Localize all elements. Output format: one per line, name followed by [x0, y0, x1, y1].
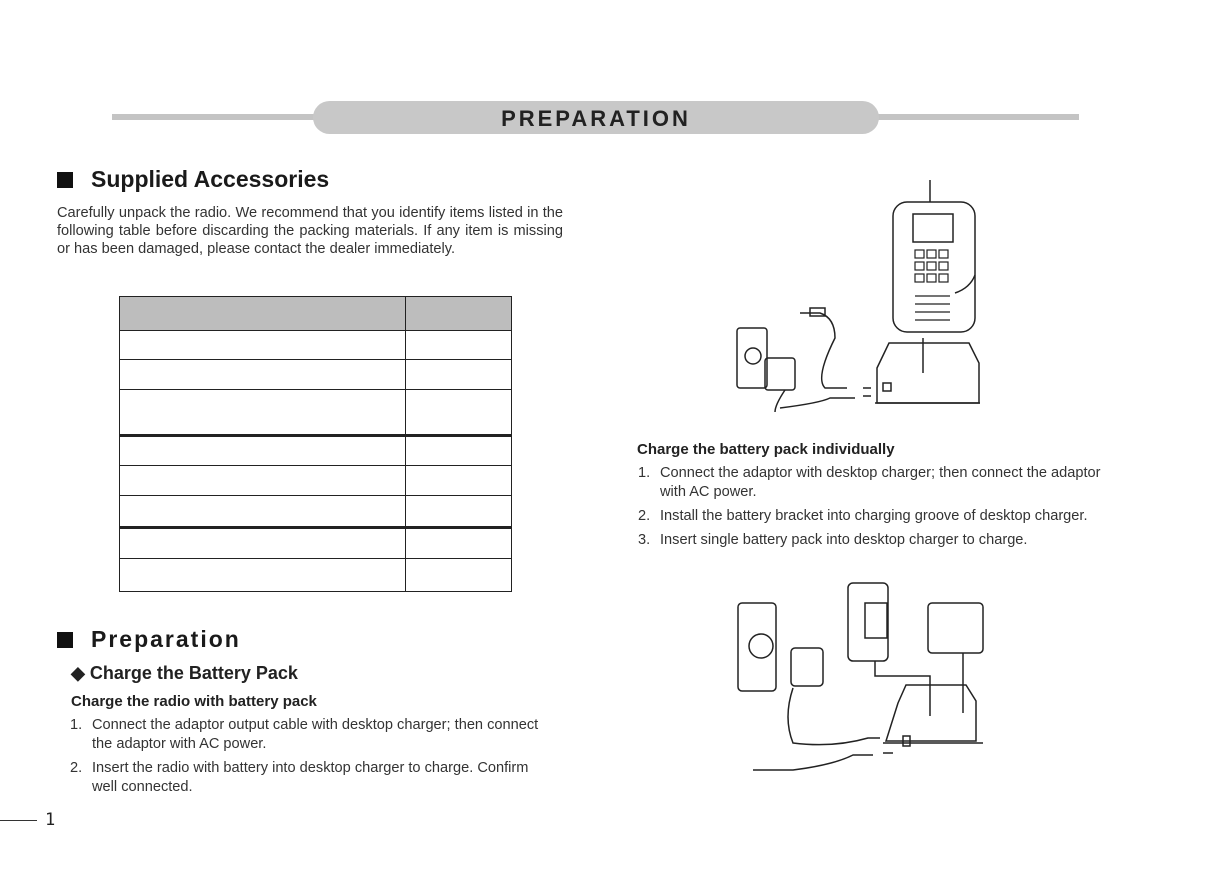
table-header-cell — [406, 297, 512, 331]
section-bullet-icon — [57, 632, 73, 648]
pack-charge-title: Charge the battery pack individually — [637, 441, 895, 458]
battery-pack-charger-illustration — [733, 578, 993, 778]
table-row — [120, 466, 512, 496]
radio-charger-illustration — [725, 178, 990, 413]
list-item: 2. Install the battery bracket into charging groove of desktop charger. — [638, 508, 1088, 524]
subheading-text: Charge the Battery Pack — [89, 663, 298, 683]
table-row — [120, 390, 512, 436]
page-number-rule — [0, 820, 37, 821]
accessories-table — [119, 296, 512, 592]
diamond-icon: ◆ — [71, 663, 90, 683]
table-row — [120, 360, 512, 390]
page-title: PREPARATION — [313, 101, 879, 134]
section-bullet-icon — [57, 172, 73, 188]
table-header-cell — [120, 297, 406, 331]
charge-battery-subheading — [71, 663, 298, 684]
radio-charge-title: Charge the radio with battery pack — [71, 693, 317, 710]
preparation-heading: Preparation — [91, 626, 241, 652]
pack-steps — [638, 464, 1118, 555]
radio-steps — [70, 716, 540, 802]
list-item: 1. Connect the adaptor with desktop charger; then connect the adaptor with AC power. — [638, 465, 1101, 500]
table-row — [120, 331, 512, 360]
table-row — [120, 559, 512, 592]
list-item: 3. Insert single battery pack into desktop charger to charge. — [638, 532, 1028, 548]
table-row — [120, 436, 512, 466]
list-item: 2. Insert the radio with battery into desktop charger to charge. Confirm well connected. — [70, 760, 529, 795]
page-number: 1 — [45, 810, 56, 830]
supplied-accessories-heading: Supplied Accessories — [91, 166, 330, 192]
table-row — [120, 496, 512, 528]
intro-paragraph: Carefully unpack the radio. We recommend that you identify items listed in the following table before discarding the packing materials. If any item is missing or has been damaged, please contact the dealer immediately. — [57, 205, 563, 257]
list-item: 1. Connect the adaptor output cable with desktop charger; then connect the adaptor with AC power. — [70, 717, 539, 752]
table-row — [120, 528, 512, 559]
